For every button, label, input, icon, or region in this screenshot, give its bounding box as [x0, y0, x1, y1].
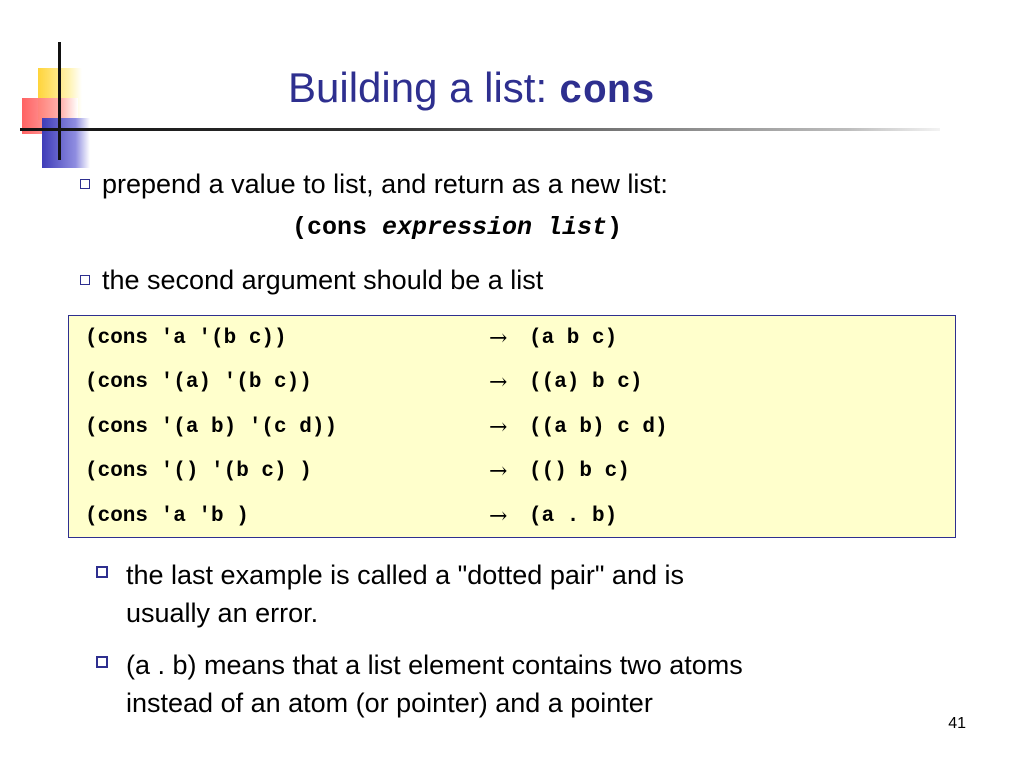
cons-syntax: [292, 212, 622, 244]
arrow-right-icon: →: [489, 415, 508, 440]
example-result: ((a b) c d): [529, 416, 668, 439]
example-result: (a . b): [529, 505, 618, 528]
example-expression: (cons 'a '(b c)): [85, 327, 287, 350]
example-expression: (cons 'a 'b ): [85, 505, 249, 528]
bullet-square-icon: [80, 275, 90, 285]
logo-blue-square: [42, 118, 90, 168]
example-expression: (cons '(a b) '(c d)): [85, 416, 338, 439]
example-expression: (cons '() '(b c) ): [85, 460, 312, 483]
bullet-square-icon: [80, 179, 90, 189]
bullet-prepend: [80, 168, 668, 200]
bullet-square-icon: [96, 656, 108, 668]
page-number: 41: [948, 715, 966, 732]
note-atoms-text: (a . b) means that a list element contains two atoms instead of an atom (or pointer) and a pointer: [126, 650, 743, 718]
examples-box: [68, 315, 956, 538]
syntax-prefix: (cons: [292, 213, 383, 242]
bullet-second-argument-text: the second argument should be a list: [102, 265, 544, 295]
arrow-right-icon: →: [489, 326, 508, 351]
syntax-args: expression list: [382, 213, 608, 242]
title-underline: [20, 128, 940, 131]
logo-vertical-line: [58, 42, 61, 160]
title-text: Building a list:: [288, 64, 559, 111]
example-expression: (cons '(a) '(b c)): [85, 371, 312, 394]
arrow-right-icon: →: [489, 504, 508, 529]
arrow-right-icon: →: [489, 459, 508, 484]
example-result: (a b c): [529, 327, 618, 350]
example-result: (() b c): [529, 460, 630, 483]
example-result: ((a) b c): [529, 371, 643, 394]
slide-title: [288, 60, 655, 116]
note-dotted-pair-text: the last example is called a "dotted pair" and is usually an error.: [126, 560, 684, 628]
syntax-suffix: ): [607, 213, 623, 242]
bullet-second-argument: [80, 264, 543, 296]
title-code: cons: [558, 70, 655, 115]
bullet-prepend-text: prepend a value to list, and return as a new list:: [102, 169, 668, 199]
arrow-right-icon: →: [489, 370, 508, 395]
bullet-square-icon: [96, 566, 108, 578]
